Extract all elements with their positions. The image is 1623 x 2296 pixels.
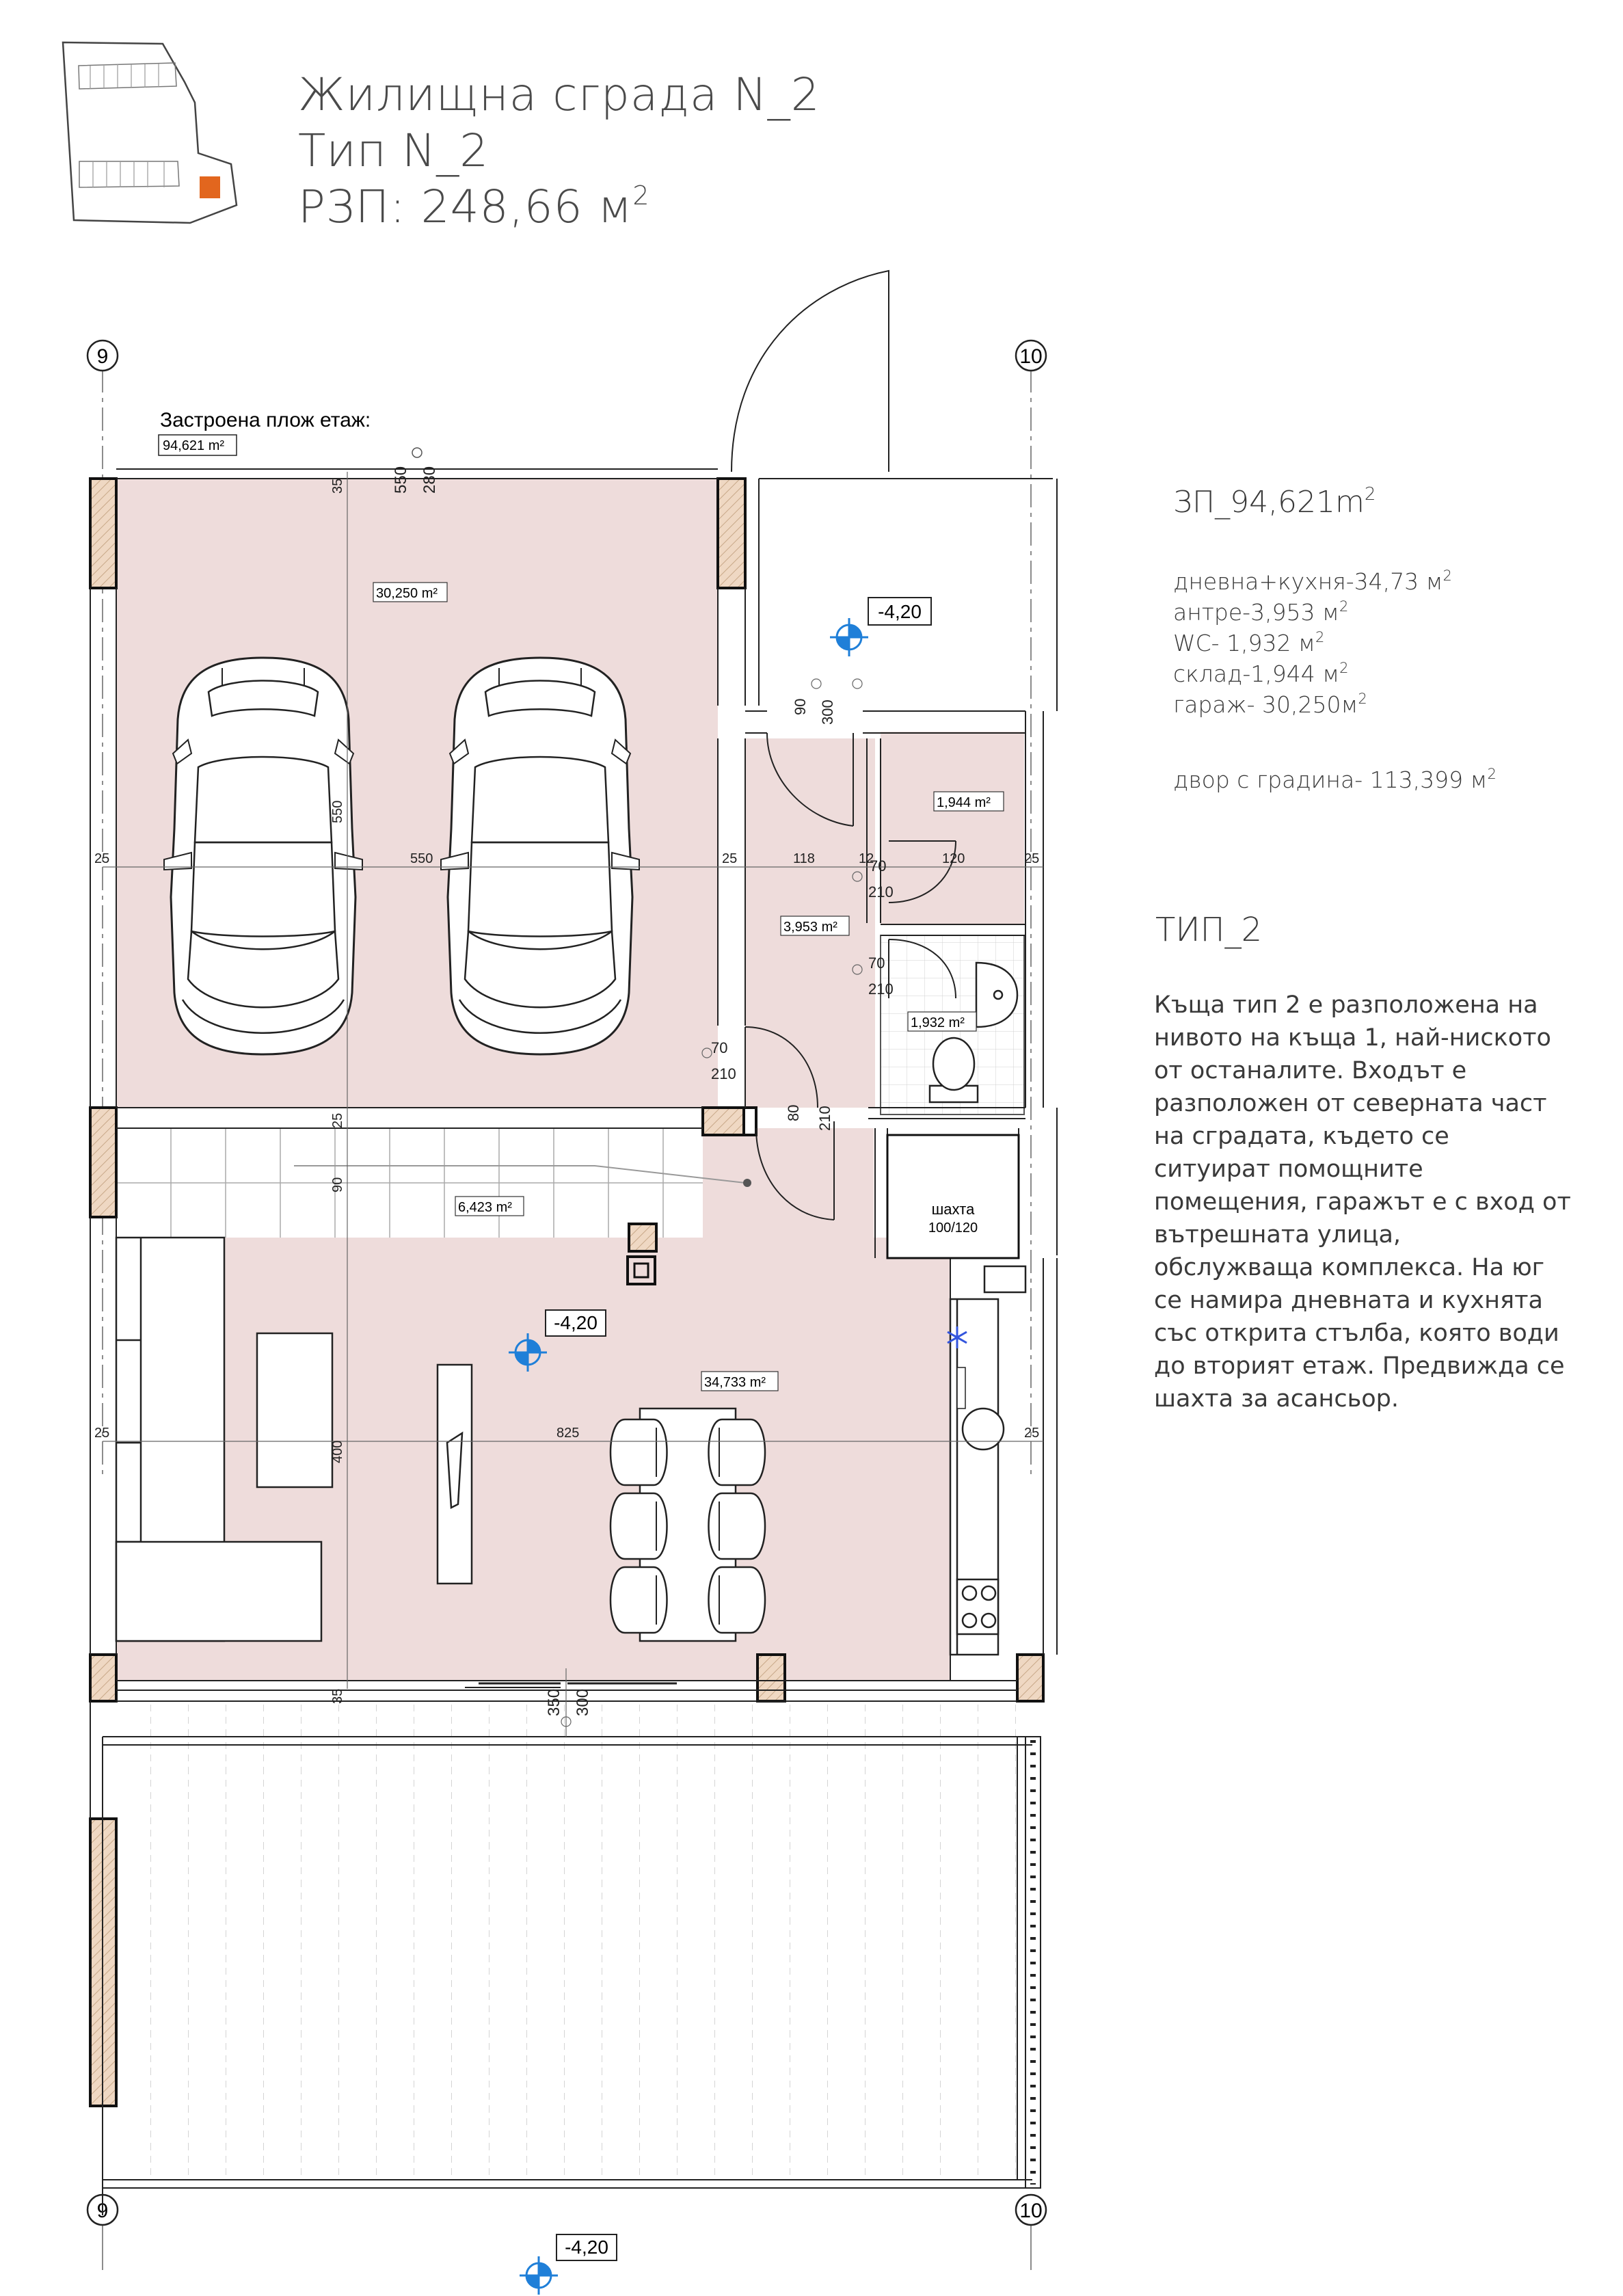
sofa-chaise (116, 1542, 321, 1641)
storage-area-label: 1,944 m² (937, 795, 991, 810)
axis-label-right-top: 10 (1019, 345, 1043, 368)
axis-label-left-bottom: 9 (96, 2200, 109, 2222)
svg-text:210: 210 (816, 1106, 833, 1131)
level-marker-bottom (520, 2234, 617, 2295)
description-line: ситуират помощните (1154, 1156, 1423, 1183)
area-item-storage: склад-1,944 $м^2$ (1173, 660, 1349, 687)
shaft-size: 100/120 (928, 1220, 978, 1236)
terrace (116, 1701, 1019, 2180)
description-line: до вторият етаж. Предвижда се (1154, 1352, 1565, 1380)
description-line: помещения, гаражът е с вход от (1154, 1188, 1571, 1216)
area-item-living: дневна+кухня-34,73 $м^2$ (1173, 568, 1452, 595)
gross-area-title: РЗП: 248,66 $м^2$ (298, 181, 650, 233)
building-title: Жилищна сграда N_2 (298, 68, 820, 121)
svg-text:350: 350 (545, 1688, 563, 1716)
description-line: Къща тип 2 е разположена на (1154, 991, 1538, 1019)
svg-text:35: 35 (330, 478, 345, 494)
svg-text:210: 210 (711, 1065, 736, 1082)
sink (963, 1409, 1004, 1450)
shaft-label: шахта (931, 1201, 975, 1218)
svg-text:25: 25 (1024, 851, 1040, 866)
description-line: нивото на къща 1, най-ниското (1154, 1024, 1551, 1052)
description-line: разположен от северната част (1154, 1090, 1547, 1117)
svg-text:550: 550 (392, 466, 410, 494)
level-bottom-value: -4,20 (565, 2237, 608, 2258)
svg-text:300: 300 (819, 699, 836, 725)
svg-text:25: 25 (722, 851, 738, 866)
type-subtitle: Тип N_2 (298, 124, 489, 177)
area-item-hall: антре-3,953 $м^2$ (1173, 598, 1349, 626)
car-left (164, 658, 362, 1054)
svg-text:90: 90 (330, 1177, 345, 1192)
area-item-yard: двор с градина- 113,399 $м^2$ (1173, 766, 1497, 793)
svg-text:25: 25 (94, 1426, 110, 1441)
type-heading: ТИП_2 (1155, 911, 1263, 949)
svg-text:12: 12 (859, 851, 874, 866)
description-line: вътрешната улица, (1154, 1221, 1401, 1249)
toilet-bowl (933, 1038, 974, 1090)
svg-text:550: 550 (330, 800, 345, 823)
terrace-railing (1025, 1737, 1041, 2188)
svg-text:118: 118 (793, 851, 815, 866)
garage-area-label: 30,250 m² (376, 586, 438, 601)
built-area-label: Застроена плож етаж: (160, 409, 371, 431)
coffee-table (257, 1333, 332, 1487)
description-line: се намира дневната и кухнята (1154, 1287, 1543, 1314)
highlighted-unit-marker (200, 176, 220, 198)
svg-text:70: 70 (711, 1039, 728, 1056)
level-living-value: -4,20 (554, 1312, 598, 1333)
svg-text:35: 35 (330, 1688, 345, 1704)
description-line: обслужваща комплекса. На юг (1154, 1254, 1545, 1281)
svg-text:550: 550 (410, 851, 433, 866)
living-area-label: 34,733 m² (704, 1375, 766, 1390)
svg-text:300: 300 (574, 1688, 592, 1716)
level-marker-yard (830, 598, 931, 656)
level-yard-value: -4,20 (878, 601, 922, 622)
key-plan-thumbnail (63, 42, 237, 223)
svg-text:210: 210 (868, 980, 894, 998)
svg-text:90: 90 (792, 698, 809, 715)
storage-floor (881, 732, 1024, 924)
description-line: шахта за асансьор. (1154, 1385, 1399, 1413)
area-item-wc: WC- 1,932 $м^2$ (1173, 629, 1325, 656)
description-line: от останалите. Входът е (1154, 1057, 1467, 1084)
svg-text:280: 280 (420, 466, 439, 494)
svg-text:210: 210 (868, 883, 894, 900)
hall-area-label: 3,953 m² (783, 920, 837, 935)
description-line: със открита стълба, която води (1154, 1320, 1559, 1347)
stair-area-label: 6,423 m² (458, 1200, 512, 1215)
svg-text:70: 70 (868, 955, 885, 972)
built-area-summary: $ЗП\_94,621m^2$ (1173, 484, 1376, 520)
svg-text:400: 400 (330, 1440, 345, 1463)
wc-area-label: 1,932 m² (911, 1015, 965, 1030)
axis-label-left-top: 9 (96, 345, 109, 368)
svg-text:25: 25 (330, 1112, 345, 1128)
built-area-value: 94,621 m² (163, 438, 225, 453)
axis-label-right-bottom: 10 (1019, 2200, 1043, 2222)
svg-text:825: 825 (556, 1426, 580, 1441)
area-item-garage: гараж- $30,250м^2$ (1173, 691, 1367, 718)
svg-text:25: 25 (1024, 1426, 1040, 1441)
svg-text:120: 120 (942, 851, 965, 866)
description-line: на сградата, където се (1154, 1123, 1449, 1150)
car-right (441, 658, 639, 1054)
svg-text:80: 80 (785, 1104, 802, 1121)
svg-text:70: 70 (870, 857, 887, 875)
svg-text:25: 25 (94, 851, 110, 866)
